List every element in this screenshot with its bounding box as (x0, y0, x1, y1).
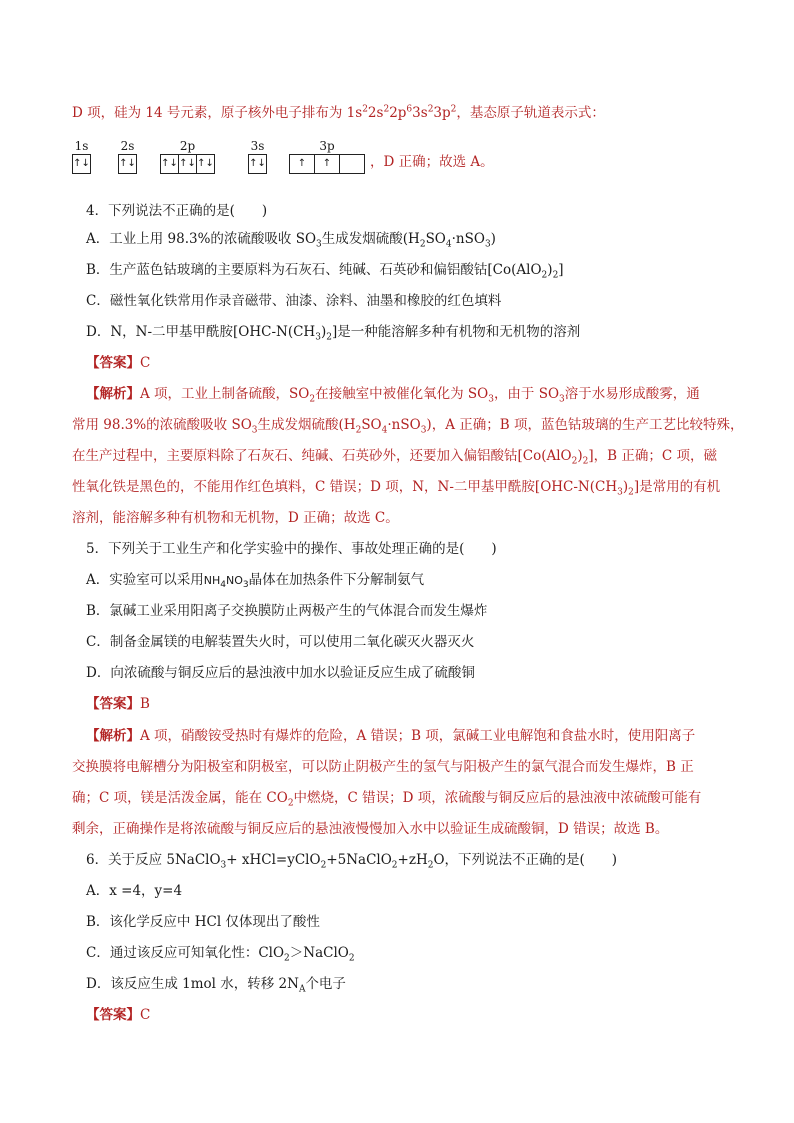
q5-analysis-line-2: 交换膜将电解槽分为阳极室和阴极室，可以防止阴极产生的氢气与阳极产生的氯气混合而发生爆炸，B 正 (72, 759, 694, 775)
q5-option-d: D．向浓硫酸与铜反应后的悬浊液中加水以验证反应生成了硫酸铜 (86, 665, 475, 681)
orbital-conclusion: ，D 正确；故选 A。 (370, 154, 494, 170)
q4-analysis-line-5: 溶剂，能溶解多种有机物和无机物，D 正确；故选 C。 (72, 510, 399, 526)
q6-option-c: C．通过该反应可知氧化性：ClO$_2$＞NaClO$_2$ (86, 945, 355, 964)
q5-option-b: B．氯碱工业采用阳离子交换膜防止两极产生的气体混合而发生爆炸 (86, 603, 488, 619)
q5-analysis-line-4: 剩余，正确操作是将浓硫酸与铜反应后的悬浊液慢慢加入水中以验证生成硫酸铜，D 错误；故选 B。 (72, 821, 669, 837)
q6-option-d: D．该反应生成 1mol 水，转移 $2N_A$个电子 (86, 976, 346, 995)
q6-stem: 6．关于反应 5NaClO$_3$+ $xHCl=yClO_2+5NaClO_2+zH_2O$，下列说法不正确的是( ) (86, 852, 618, 871)
orbital-box: ↑↓ (118, 154, 137, 174)
orbital-3p: 3p ↑ ↑ (289, 138, 365, 174)
q4-stem: 4．下列说法不正确的是( ) (86, 203, 268, 219)
q4-analysis-line-1: 【解析】A 项，工业上制备硫酸，$SO_2$在接触室中被催化氧化为 $SO_3$，由于 $SO_3$溶于水易形成酸雾，通 (86, 386, 700, 405)
q6-answer: 【答案】C (86, 1007, 151, 1023)
q4-analysis-line-3: 在生产过程中，主要原料除了石灰石、纯碱、石英砂外，还要加入偏铝酸钴$[Co(AlO_2)_2]$，B 正确；C 项，磁 (72, 448, 717, 467)
q5-stem: 5．下列关于工业生产和化学实验中的操作、事故处理正确的是( ) (86, 541, 497, 557)
orbital-3s: 3s ↑↓ (248, 138, 267, 174)
orbital-1s: 1s ↑↓ (72, 138, 91, 174)
orbital-box: ↑↓ (248, 154, 267, 174)
orbital-diagram (72, 138, 724, 188)
q6-option-b: B．该化学反应中 HCl 仅体现出了酸性 (86, 914, 320, 930)
q4-analysis-line-4: 性氧化铁是黑色的，不能用作红色填料，C 错误；D 项，N，N-二甲基甲酰胺$[OHC-N(CH_3)_2]$是常用的有机 (72, 479, 721, 498)
orbital-box: ↑↓ (160, 154, 179, 174)
q5-option-c: C．制备金属镁的电解装置失火时，可以使用二氧化碳灭火器灭火 (86, 634, 475, 650)
orbital-box: ↑ (289, 154, 315, 174)
orbital-box: ↑↓ (72, 154, 91, 174)
orbital-box: ↑ (314, 154, 340, 174)
orbital-box: ↑↓ (196, 154, 215, 174)
orbital-box: ↑↓ (178, 154, 197, 174)
orbital-2p: 2p ↑↓ ↑↓ ↑↓ (160, 138, 215, 174)
q6-option-a: A．x =4，y=4 (86, 883, 183, 899)
orbital-2s: 2s ↑↓ (118, 138, 137, 174)
q4-analysis-line-2: 常用 98.3%的浓硫酸吸收 $SO_3$生成发烟硫酸$(H_2SO_4\cdot nSO_3)$，A 正确；B 项，蓝色钴玻璃的生产工艺比较特殊， (72, 417, 744, 436)
q4-answer: 【答案】C (86, 355, 151, 371)
q5-analysis-line-3: 确；C 项，镁是活泼金属，能在 $CO_2$中燃烧，C 错误；D 项，浓硫酸与铜反应后的悬浊液中浓硫酸可能有 (72, 790, 702, 809)
q4-option-b: B．生产蓝色钴玻璃的主要原料为石灰石、纯碱、石英砂和偏铝酸钴$[Co(AlO_2)_2]$ (86, 262, 564, 281)
q4-option-a: A．工业上用 98.3%的浓硫酸吸收 $SO_3$生成发烟硫酸$(H_2SO_4\cdot nSO_3)$ (86, 231, 496, 250)
q5-answer: 【答案】B (86, 696, 150, 712)
q4-option-c: C．磁性氧化铁常用作录音磁带、油漆、涂料、油墨和橡胶的红色填料 (86, 293, 502, 309)
q5-analysis-line-1: 【解析】A 项，硝酸铵受热时有爆炸的危险，A 错误；B 项，氯碱工业电解饱和食盐水时，使用阳离子 (86, 728, 696, 744)
q5-option-a: A．实验室可以采用$NH_4NO_3$晶体在加热条件下分解制氨气 (86, 572, 425, 591)
orbital-box (339, 154, 365, 174)
d-intro-line: D 项，硅为 14 号元素，原子核外电子排布为 $1s^22s^22p^63s^23p^2$，基态原子轨道表示式： (72, 104, 605, 121)
q4-option-d: D．N，N-二甲基甲酰胺$[OHC-N(CH_3)_2]$是一种能溶解多种有机物和无机物的溶剂 (86, 324, 581, 343)
